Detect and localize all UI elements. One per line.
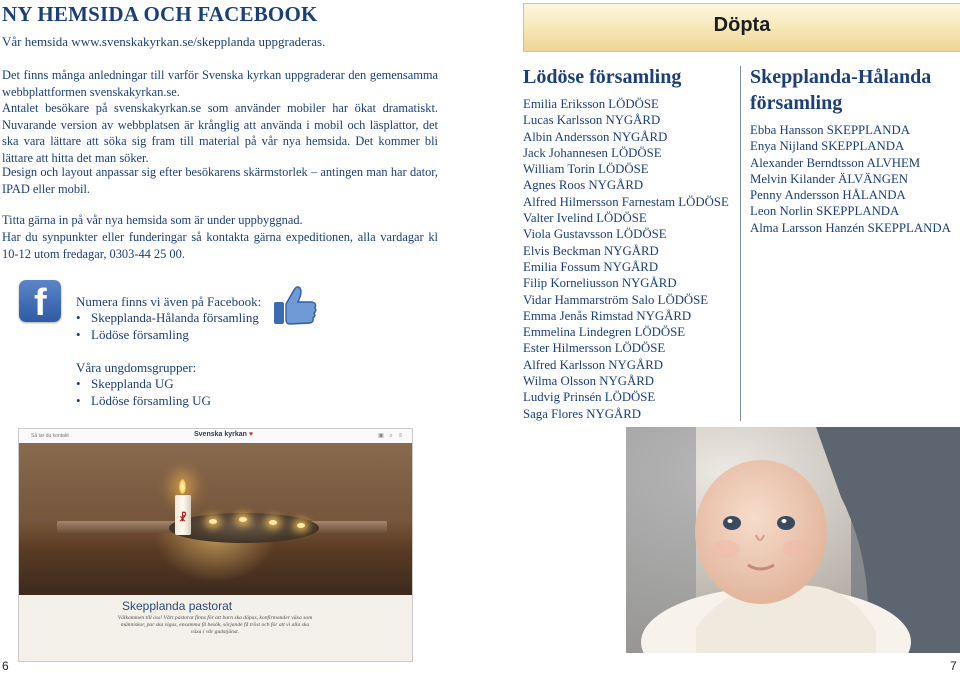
list-item[interactable]: • Skepplanda UG (76, 376, 211, 392)
list-item: Melvin Kilander ÄLVÄNGEN (750, 171, 909, 186)
youth-intro: Våra ungdomsgrupper: (76, 360, 197, 375)
column-divider (740, 66, 741, 421)
list-item: Valter Ivelind LÖDÖSE (523, 211, 647, 226)
website-heading: Skepplanda pastorat (122, 599, 233, 613)
list-item: Viola Gustavsson LÖDÖSE (523, 227, 667, 242)
page-number-right: 7 (950, 659, 957, 673)
list-item: Emilia Fossum NYGÅRD (523, 259, 659, 274)
section-header-box (523, 3, 960, 52)
list-item: Alexander Berndtsson ALVHEM (750, 155, 921, 170)
website-nav-icons: ▣ ⌕ ≡ (378, 433, 404, 439)
list-item[interactable]: • Skepplanda-Hålanda församling (76, 310, 261, 326)
page-number-left: 6 (2, 659, 9, 673)
list-item: Saga Flores NYGÅRD (523, 406, 642, 421)
page-subtitle: Vår hemsida www.svenskakyrkan.se/skepplanda uppgraderas. (2, 34, 326, 49)
section-header-title: Döpta (713, 14, 771, 36)
paragraph-1: Det finns många anledningar till varför Svenska kyrkan uppgraderar den gemensamma webbplattformen svenskakyrkan.se. (2, 68, 438, 99)
baby-photo (626, 427, 960, 653)
list-item[interactable]: • Lödöse församling UG (76, 393, 211, 409)
facebook-intro: Numera finns vi även på Facebook: (76, 294, 262, 309)
list-item: Ebba Hansson SKEPPLANDA (750, 123, 910, 137)
website-header (19, 429, 412, 444)
paragraph-mobile (2, 100, 438, 166)
paragraph-visit (2, 212, 438, 229)
list-item: Jack Johannesen LÖDÖSE (523, 145, 662, 160)
paragraph-2: Antalet besökare på svenskakyrkan.se som använder mobiler har ökat dramatiskt. Nuvarande version av webbplatsen är krånglig att använda i mobil och läsplattor, det ska vara lättare att söka sig fram till material på vår nya hemsida. Det kommer bli lättare att hitta det man söker. (2, 101, 438, 165)
paragraph-design (2, 164, 438, 197)
list-item: Alfred Karlsson NYGÅRD (523, 357, 664, 372)
paragraph-5: Har du synpunkter eller funderingar så kontakta gärna expeditionen, alla vardagar kl 10-12 utom fredagar, 0303-44 25 00. (2, 230, 438, 261)
page-title: NY HEMSIDA OCH FACEBOOK (2, 2, 318, 26)
youth-groups-list (76, 360, 211, 409)
column-title-lodose: Lödöse församling (523, 66, 682, 88)
website-logo: Svenska kyrkan ♥ (194, 431, 254, 438)
website-content (19, 595, 412, 661)
column-title-line: församling (750, 92, 843, 114)
paragraph-3: Design och layout anpassar sig efter besökarens skärmstorlek – antingen man har dator, IPAD eller mobil. (2, 165, 438, 196)
paragraph-contact (2, 229, 438, 262)
list-item: Alma Larsson Hanzén SKEPPLANDA (750, 220, 951, 235)
list-item: Lucas Karlsson NYGÅRD (523, 113, 661, 128)
list-item: Ludvig Prinsén LÖDÖSE (523, 390, 656, 405)
list-item: Emmelina Lindegren LÖDÖSE (523, 325, 686, 340)
list-item: William Torin LÖDÖSE (523, 162, 649, 177)
list-item: Ester Hilmersson LÖDÖSE (523, 341, 666, 356)
website-screenshot (18, 428, 413, 662)
list-item: Wilma Olsson NYGÅRD (523, 374, 655, 389)
list-item[interactable]: • Lödöse församling (76, 327, 261, 343)
column-title-skepplanda (750, 64, 931, 116)
names-list-skepplanda (750, 122, 951, 236)
paragraph-intro (2, 67, 438, 100)
thumbs-up-icon (272, 284, 318, 326)
names-list-lodose (523, 96, 729, 422)
paragraph-4: Titta gärna in på vår nya hemsida som är under uppbyggnad. (2, 213, 303, 227)
list-item: Leon Norlin SKEPPLANDA (750, 204, 900, 219)
facebook-logo-icon[interactable]: f (19, 280, 61, 322)
candle-photo: ☧ (19, 443, 412, 595)
list-item: Penny Andersson HÅLANDA (750, 188, 906, 203)
list-item: Agnes Roos NYGÅRD (523, 178, 644, 193)
list-item: Enya Nijland SKEPPLANDA (750, 139, 905, 154)
list-item: Filip Korneliusson NYGÅRD (523, 276, 677, 291)
website-tagline: Så tar du kontakt (31, 433, 69, 439)
list-item: Emma Jenås Rimstad NYGÅRD (523, 308, 692, 323)
list-item: Alfred Hilmersson Farnestam LÖDÖSE (523, 194, 729, 209)
list-item: Albin Andersson NYGÅRD (523, 129, 668, 144)
list-item: Vidar Hammarström Salo LÖDÖSE (523, 292, 709, 307)
list-item: Emilia Eriksson LÖDÖSE (523, 97, 659, 111)
list-item: Elvis Beckman NYGÅRD (523, 243, 659, 258)
website-welcome-text: Välkommen till oss! Vårt pastorat finns för att barn ska döpas, konfirmander växa som människor, par ska vigas, ensamma få besök, sörjande få tröst och för att vi alla ska växa i vår gudstjänst. (117, 615, 313, 635)
column-title-line: Skepplanda-Hålanda (750, 66, 932, 88)
facebook-list (76, 294, 261, 343)
